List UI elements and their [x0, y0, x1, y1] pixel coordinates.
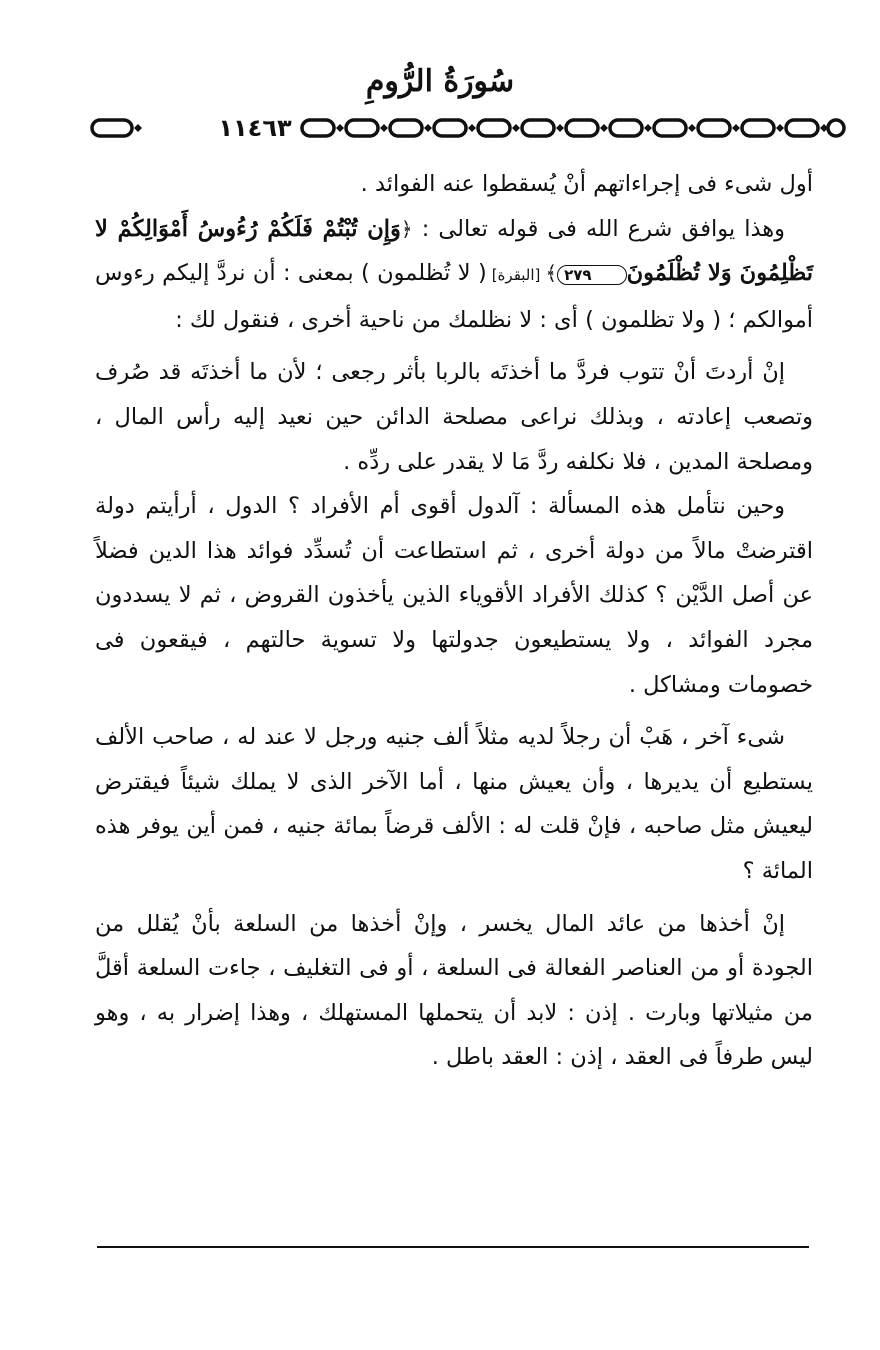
chain-ornament [88, 112, 848, 144]
verse-number: ٢٧٩ [557, 265, 626, 285]
chain-diamond [688, 124, 696, 132]
chain-diamond [468, 124, 476, 132]
chain-diamond [556, 124, 564, 132]
surah-reference: [البقرة] [486, 266, 546, 285]
chain-diamond [380, 124, 388, 132]
ornate-bracket: ﴾ [545, 261, 558, 286]
chain-link [478, 120, 510, 136]
text-run: ( لا تُظلمون ) بمعنى : أن نردَّ إليكم رءوس أموالكم ؛ ( ولا تظلمون ) أى : لا نظلمك من ناحية أخرى ، فنقول لك : [95, 260, 813, 333]
chain-link [742, 120, 774, 136]
chain-diamond [776, 124, 784, 132]
chain-link [786, 120, 818, 136]
chain-diamond [424, 124, 432, 132]
chain-link [390, 120, 422, 136]
chain-link [522, 120, 554, 136]
text-run: أول شىء فى إجراءاتهم أنْ يُسقطوا عنه الفوائد . [360, 171, 813, 197]
quran-verse: وَإِن تُبْتُمْ فَلَكُمْ رُءُوسُ أَمْوَالِكُمْ لا تَظْلِمُونَ وَلا تُظْلَمُونَ [95, 215, 814, 287]
paragraph [95, 350, 813, 484]
chain-diamond [134, 124, 142, 132]
chain-diamond [732, 124, 740, 132]
chain-diamond [644, 124, 652, 132]
ornate-bracket: ﴿ [400, 216, 413, 241]
text-run: وهذا يوافق شرع الله فى قوله تعالى : [412, 215, 785, 242]
text-run: إنْ أردتَ أنْ تتوب فردَّ ما أخذتَه بالربا بأثر رجعى ؛ لأن ما أخذتَه قد صُرف وتصعب إعادته ، وبذلك نراعى مصلحة الدائن حين نعيد إليه رأس المال ، ومصلحة المدين ، فلا نكلفه ردَّ مَا لا يقدر على ردِّه . [95, 359, 813, 475]
chain-link [302, 120, 334, 136]
chain-link [828, 120, 844, 136]
chain-link [610, 120, 642, 136]
paragraph [95, 715, 813, 893]
text-run: إنْ أخذها من عائد المال يخسر ، وإنْ أخذها من السلعة بأنْ يُقلل من الجودة أو من العناصر الفعالة فى السلعة ، أو فى التغليف ، جاءت السلعة أقلَّ من مثيلاتها وبارت . إذن : لابد أن يتحملها المستهلك ، وهذا إضرار به ، وهو ليس طرفاً فى العقد ، إذن : العقد باطل . [95, 910, 813, 1071]
paragraph [95, 902, 813, 1080]
footer-rule [97, 1246, 809, 1248]
text-run: شىء آخر ، هَبْ أن رجلاً لديه مثلاً ألف جنيه ورجل لا عند له ، صاحب الألف يستطيع أن يديرها ، وأن يعيش منها ، أما الآخر الذى لا يملك شيئاً فيقترض ليعيش مثل صاحبه ، فإنْ قلت له : الألف قرضاً بمائة جنيه ، فمن أين يوفر هذه المائة ؟ [95, 724, 813, 884]
chain-link [566, 120, 598, 136]
paragraph [95, 207, 813, 343]
chain-diamond [512, 124, 520, 132]
surah-title: سُورَةُ الرُّومِ [365, 64, 515, 99]
decorative-header-border [88, 112, 848, 144]
chain-link [654, 120, 686, 136]
page-number: ١١٤٦٣ [218, 114, 292, 142]
paragraph [95, 484, 813, 707]
chain-link [346, 120, 378, 136]
paragraph [95, 162, 813, 207]
chain-diamond [600, 124, 608, 132]
page-body [95, 162, 813, 1080]
chain-link [92, 120, 132, 136]
chain-diamond [336, 124, 344, 132]
text-run: وحين نتأمل هذه المسألة : آلدول أقوى أم الأفراد ؟ الدول ، أرأيتم دولة اقترضتْ مالاً من دولة أخرى ، ثم استطاعت أن تُسدِّد فوائد هذا الدين فضلاً عن أصل الدَّيْن ؟ كذلك الأفراد الأقوياء الذين يأخذون القروض ، ثم لا يسددون مجرد الفوائد ، ولا يستطيعون جدولتها ولا تسوية حالتهم ، فيقعون فى خصومات ومشاكل . [95, 493, 813, 698]
chain-link [434, 120, 466, 136]
chain-link [698, 120, 730, 136]
